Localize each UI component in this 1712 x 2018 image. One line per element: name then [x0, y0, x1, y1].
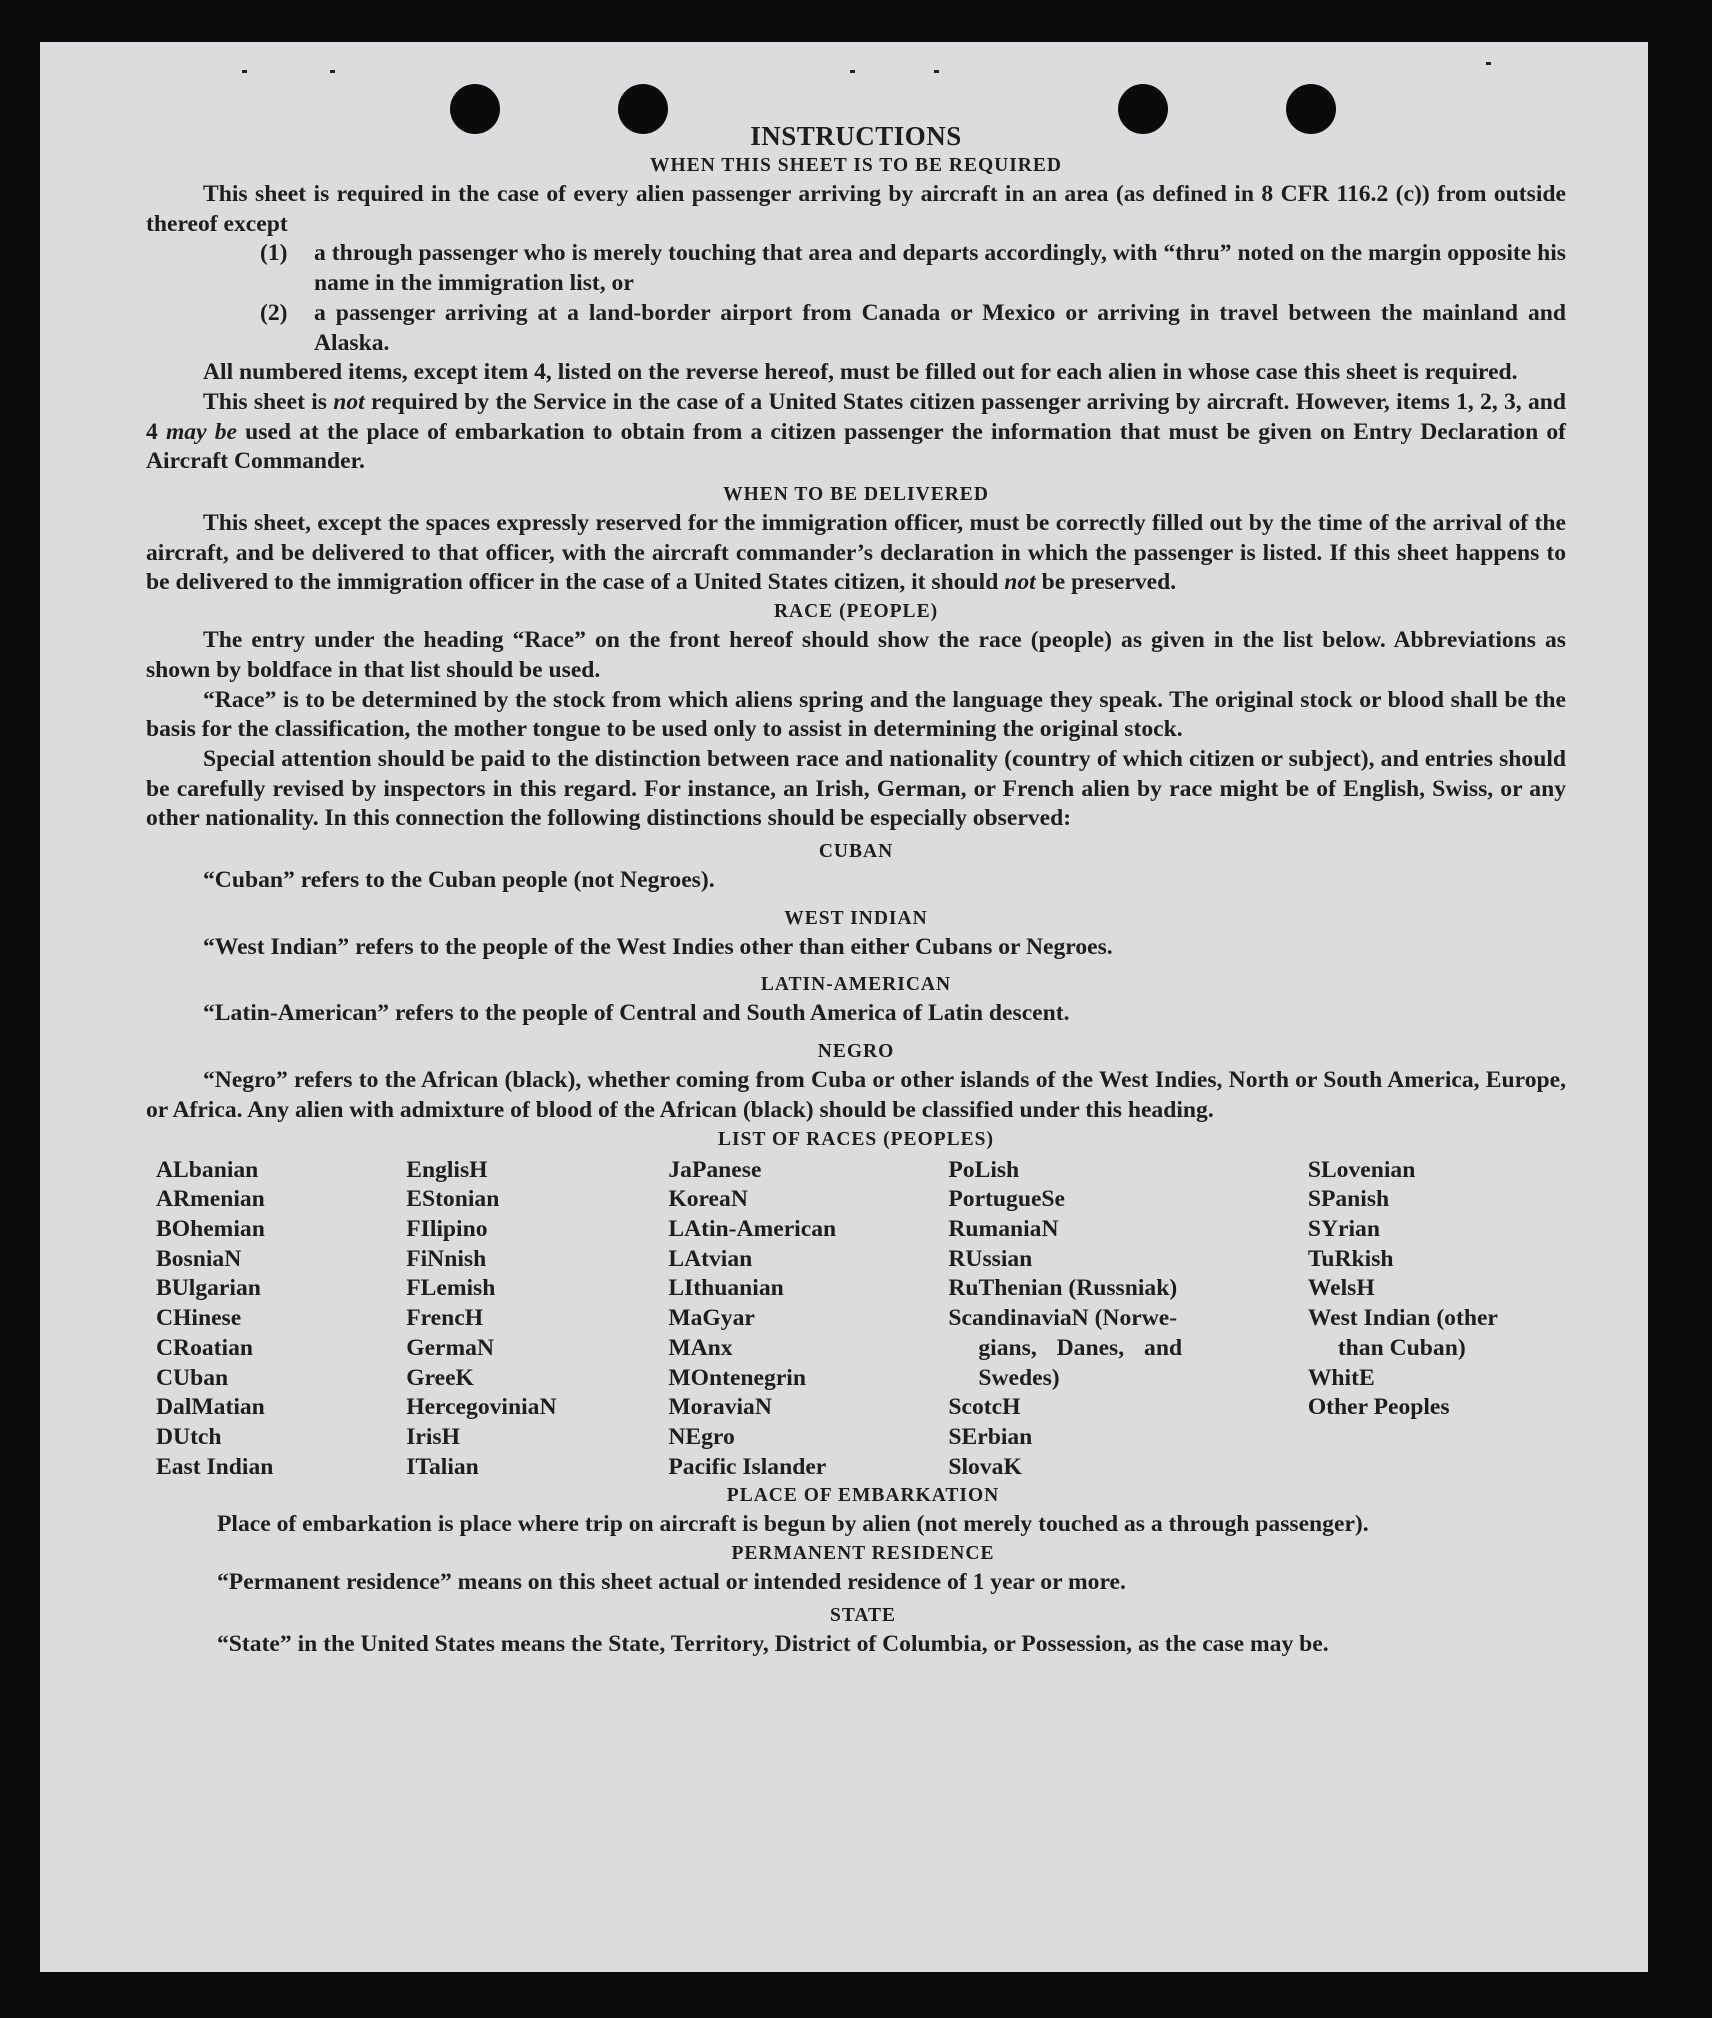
race-entry: KoreaN: [668, 1186, 748, 1213]
heading-negro: NEGRO: [817, 1041, 895, 1063]
para-required-intro: This sheet is required in the case of every alien passenger arriving by aircraft in an area (as defined in 8 CFR 116.2 (c)) from outside thereof except: [146, 181, 1566, 237]
race-entry: FiNnish: [406, 1245, 487, 1272]
race-entry: CHinese: [156, 1305, 242, 1332]
race-entry: RuThenian (Russniak): [948, 1275, 1178, 1302]
races-column-5: [1308, 1156, 1566, 1483]
race-entry: MaGyar: [668, 1305, 755, 1332]
race-entry: MoraviaN: [668, 1394, 772, 1421]
heading-delivered: WHEN TO BE DELIVERED: [723, 484, 989, 506]
race-entry-continued: gians, Danes, and: [978, 1334, 1183, 1361]
speck: [242, 70, 247, 73]
races-column-1: [156, 1156, 406, 1483]
race-entry: EnglisH: [406, 1156, 488, 1183]
document-sheet: [40, 42, 1648, 1972]
item-number: (2): [260, 299, 288, 326]
race-entry: FIlipino: [406, 1215, 488, 1242]
race-entry: GreeK: [406, 1364, 474, 1391]
speck: [850, 70, 855, 73]
race-entry-continued: Swedes): [978, 1364, 1060, 1391]
para-permanent-residence: “Permanent residence” means on this sheet actual or intended residence of 1 year or more.: [217, 1569, 1126, 1596]
race-entry: SLovenian: [1307, 1156, 1416, 1183]
para-race-entry: The entry under the heading “Race” on the front hereof should show the race (people) as given in the list below. Abbreviations as shown by boldface in that list should be used.: [146, 627, 1566, 683]
race-entry: BosniaN: [156, 1245, 242, 1272]
heading-list-of-races: LIST OF RACES (PEOPLES): [717, 1128, 994, 1150]
race-entry: LAtvian: [668, 1245, 753, 1272]
race-entry: BOhemian: [156, 1215, 265, 1242]
race-entry: CUban: [156, 1364, 229, 1391]
race-entry: TuRkish: [1307, 1245, 1394, 1272]
races-list: [156, 1156, 1566, 1483]
race-entry: ITalian: [406, 1453, 479, 1480]
speck: [934, 70, 939, 73]
heading-permanent-residence: PERMANENT RESIDENCE: [731, 1543, 995, 1565]
race-entry: RUssian: [948, 1245, 1033, 1272]
race-entry: Other Peoples: [1307, 1394, 1450, 1421]
race-entry: ScotcH: [948, 1394, 1021, 1421]
race-entry: MOntenegrin: [668, 1364, 806, 1391]
speck: [1486, 62, 1491, 65]
para-embarkation: Place of embarkation is place where trip on aircraft is begun by alien (not merely touched as a through passenger).: [217, 1511, 1369, 1538]
para-cuban: “Cuban” refers to the Cuban people (not Negroes).: [203, 867, 715, 894]
race-entry: IrisH: [406, 1423, 460, 1450]
para-race-stock: “Race” is to be determined by the stock from which aliens spring and the language they speak. The original stock or blood shall be the basis for the classification, the mother tongue to be used only to assist in determining the original stock.: [146, 686, 1566, 743]
race-entry: LAtin-American: [668, 1215, 837, 1242]
para-negro: “Negro” refers to the African (black), whether coming from Cuba or other islands of the West Indies, North or South America, Europe, or Africa. Any alien with admixture of blood of the African (black) should be classified under this heading.: [146, 1067, 1566, 1123]
race-entry: SPanish: [1307, 1186, 1390, 1213]
race-entry: FrencH: [406, 1305, 484, 1332]
race-entry: PoLish: [948, 1156, 1020, 1183]
race-entry: GermaN: [406, 1334, 495, 1361]
item-text: a through passenger who is merely touching that area and departs accordingly, with “thru” noted on the margin opposite his name in the immigration list, or: [314, 240, 1566, 297]
item-text: a passenger arriving at a land-border airport from Canada or Mexico or arriving in travel between the mainland and Alaska.: [314, 299, 1566, 356]
race-entry: WhitE: [1307, 1364, 1375, 1391]
race-entry: East Indian: [156, 1453, 274, 1480]
para-west-indian: “West Indian” refers to the people of the West Indies other than either Cubans or Negroes.: [203, 933, 1113, 960]
heading-cuban: CUBAN: [818, 841, 894, 863]
para-state: “State” in the United States means the State, Territory, District of Columbia, or Possession, as the case may be.: [217, 1630, 1329, 1657]
heading-embarkation: PLACE OF EMBARKATION: [726, 1485, 1000, 1507]
heading-required: WHEN THIS SHEET IS TO BE REQUIRED: [650, 155, 1062, 176]
para-latin-american: “Latin-American” refers to the people of Central and South America of Latin descent.: [203, 1000, 1070, 1027]
race-entry: ALbanian: [156, 1156, 259, 1183]
para-delivered: This sheet, except the spaces expressly reserved for the immigration officer, must be correctly filled out by the time of the arrival of the aircraft, and be delivered to that officer, with the aircraft commander’s declaration in which the passenger is listed. If this sheet happens to be delivered to the immigration officer in the case of a United States citizen, it should not be preserved.: [146, 510, 1566, 596]
race-entry: RumaniaN: [948, 1215, 1059, 1242]
races-column-4: [948, 1156, 1307, 1483]
para-numbered-items: All numbered items, except item 4, listed on the reverse hereof, must be filled out for each alien in whose case this sheet is required.: [203, 359, 1518, 386]
race-entry: PortugueSe: [948, 1186, 1066, 1213]
heading-race: RACE (PEOPLE): [773, 601, 939, 623]
speck: [330, 70, 335, 73]
race-entry: DUtch: [156, 1423, 222, 1450]
race-entry: EStonian: [406, 1186, 500, 1213]
race-entry: West Indian (other: [1307, 1305, 1498, 1332]
race-entry: SlovaK: [948, 1453, 1022, 1480]
exception-item-2: [146, 299, 1566, 358]
document-body: [146, 120, 1566, 1659]
closing-sections: [146, 1482, 1566, 1659]
races-column-2: [406, 1156, 668, 1483]
race-entry: ARmenian: [156, 1186, 265, 1213]
heading-west-indian: WEST INDIAN: [784, 907, 928, 929]
heading-state: STATE: [829, 1604, 897, 1626]
item-number: (1): [260, 240, 288, 267]
race-entry: JaPanese: [668, 1156, 762, 1183]
race-entry: SYrian: [1307, 1215, 1380, 1242]
races-column-3: [668, 1156, 948, 1483]
race-entry: HercegoviniaN: [406, 1394, 557, 1421]
race-entry: ScandinaviaN (Norwe-: [948, 1305, 1178, 1332]
race-entry: Pacific Islander: [668, 1453, 827, 1480]
exception-item-1: [146, 239, 1566, 298]
race-entry: BUlgarian: [156, 1275, 261, 1302]
race-entry: NEgro: [668, 1423, 735, 1450]
race-entry: FLemish: [406, 1275, 496, 1302]
para-race-nationality: Special attention should be paid to the distinction between race and nationality (country of which citizen or subject), and entries should be carefully revised by inspectors in this regard. For instance, an Irish, German, or French alien by race might be of English, Swiss, or any other nationality. In this connection the following distinctions should be especially observed:: [146, 745, 1566, 832]
para-citizen: This sheet is not required by the Service in the case of a United States citizen passenger arriving by aircraft. However, items 1, 2, 3, and 4 may be used at the place of embarkation to obtain from a citizen passenger the information that must be given on Entry Declaration of Aircraft Commander.: [146, 388, 1566, 475]
page-title: INSTRUCTIONS: [750, 121, 962, 151]
race-entry: SErbian: [948, 1423, 1033, 1450]
race-entry: LIthuanian: [668, 1275, 784, 1302]
race-entry: MAnx: [668, 1334, 733, 1361]
race-entry-continued: than Cuban): [1337, 1334, 1466, 1361]
race-entry: DalMatian: [156, 1394, 265, 1421]
race-entry: WelsH: [1307, 1275, 1375, 1302]
race-entry: CRoatian: [156, 1334, 254, 1361]
heading-latin-american: LATIN-AMERICAN: [760, 974, 952, 996]
